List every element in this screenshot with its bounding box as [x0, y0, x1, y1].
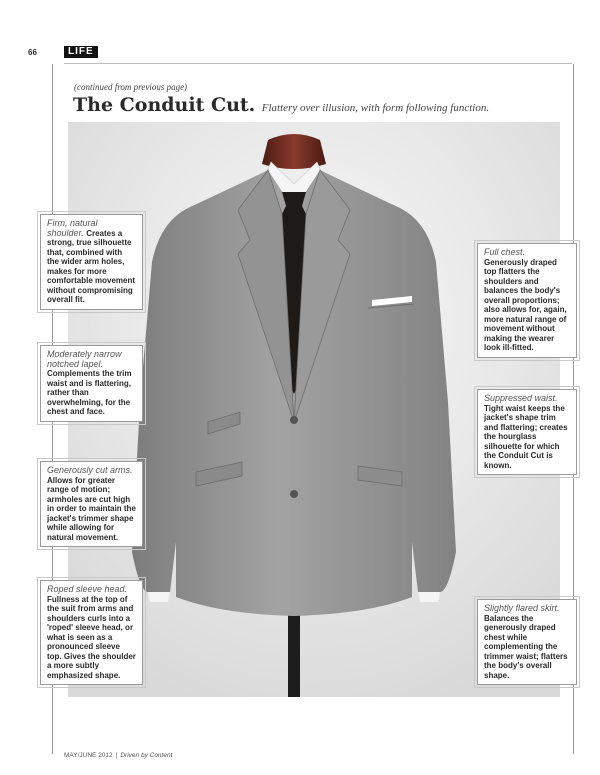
section-label: LIFE — [64, 46, 98, 58]
callout-lapel — [40, 345, 143, 422]
callout-body: Creates a strong, true silhouette that, combined with the wider arm holes, makes for more comfortable movement without compromising overall fit. — [47, 228, 136, 304]
left-shirt-cuff — [148, 592, 170, 602]
callout-waist — [477, 389, 577, 475]
continued-note: (continued from previous page) — [74, 82, 188, 92]
callout-heading: Slightly flared skirt. — [484, 603, 560, 613]
callout-sleeve-head — [40, 580, 143, 685]
callout-arms — [40, 461, 143, 547]
callout-heading: Roped sleeve head. — [47, 584, 128, 594]
callout-heading: Suppressed waist. — [484, 393, 558, 403]
callout-body: Allows for greater range of motion; armholes are cut high in order to maintain the jacket's trimmer shape while allowing for natural movement. — [47, 475, 136, 542]
callout-chest — [477, 243, 577, 358]
page-title: The Conduit Cut. — [73, 94, 256, 116]
callout-heading: Generously cut arms. — [47, 465, 133, 475]
callout-skirt — [477, 599, 577, 685]
page-footer — [64, 752, 172, 759]
callout-body: Generously draped top flatters the shoulders and balances the body's overall proportions; also allows for, again, more natural range of movement without making the wearer look ill-fitted. — [484, 257, 567, 352]
callout-heading: Full chest. — [484, 247, 526, 257]
callout-body: Fullness at the top of the suit from arms and shoulders curls into a 'roped' sleeve head, or what is seen as a pronounced sleeve top. Gives the shoulder a more subtly emphasized shape. — [47, 594, 136, 680]
callout-body: Balances the generously draped chest while complementing the trimmer waist; flatters the body's overall shape. — [484, 613, 568, 680]
title-row — [73, 94, 489, 116]
callout-heading: Moderately narrow notched lapel. — [47, 349, 122, 369]
callout-body: Complements the trim waist and is flattering, rather than overwhelming, for the chest and face. — [47, 369, 132, 416]
footer-issue: MAY/JUNE 2012 — [64, 752, 113, 759]
jacket-button-top — [290, 416, 298, 424]
page-number: 66 — [28, 48, 37, 57]
callout-body: Tight waist keeps the jacket's shape trim and flattering; creates the hourglass silhouette for which the Conduit Cut is known. — [484, 403, 568, 470]
header-rule — [64, 63, 572, 64]
page-subtitle: Flattery over illusion, with form following function. — [261, 102, 490, 114]
callout-shoulder — [40, 214, 143, 310]
footer-publication: Driven by Content — [120, 752, 173, 759]
right-shirt-cuff — [418, 592, 440, 602]
footer-separator: | — [115, 752, 118, 759]
jacket-button-bottom — [290, 490, 298, 498]
callout-heading: Firm, natural shoulder. — [47, 218, 98, 238]
